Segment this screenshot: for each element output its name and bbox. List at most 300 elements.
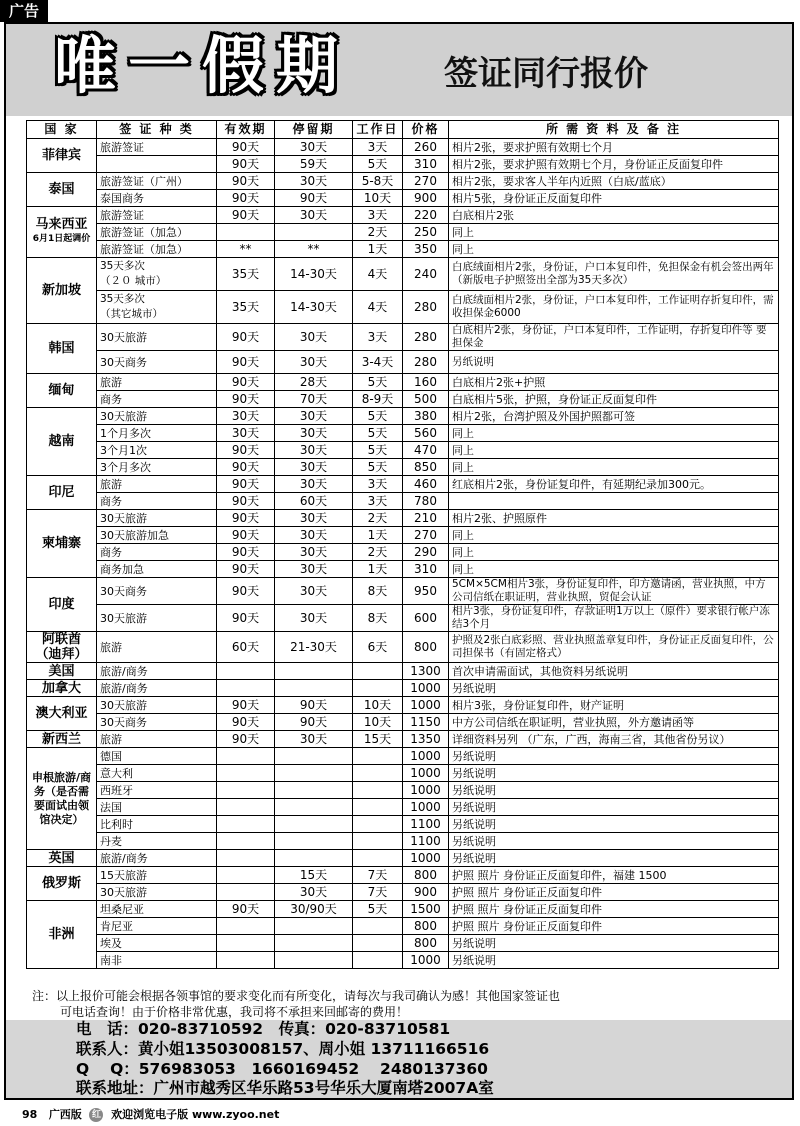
visa-type-cell: 旅游签证（加急） [97, 224, 217, 241]
country-name: 越南 [48, 434, 75, 449]
validity-cell: 90天 [217, 351, 275, 374]
price-cell: 380 [403, 408, 449, 425]
country-cell [27, 663, 97, 680]
validity-cell: 35天 [217, 258, 275, 291]
country-cell [27, 632, 97, 663]
note-cell [449, 493, 779, 510]
visa-type-cell: 坦桑尼亚 [97, 901, 217, 918]
visa-type-cell: 旅游 [97, 374, 217, 391]
visa-type-cell: 南非 [97, 952, 217, 969]
price-cell: 280 [403, 351, 449, 374]
validity-cell: 90天 [217, 901, 275, 918]
validity-cell: 90天 [217, 605, 275, 632]
note-cell: 相片2张，要求客人半年内近照（白底/蓝底） [449, 173, 779, 190]
note-cell: 白底相片5张，护照，身份证正反面复印件 [449, 391, 779, 408]
visa-type-cell [97, 156, 217, 173]
table-row [27, 224, 779, 241]
visa-type-cell: 商务加急 [97, 561, 217, 578]
visa-type-cell: 商务 [97, 493, 217, 510]
table-row [27, 459, 779, 476]
workdays-cell [353, 935, 403, 952]
table-row [27, 493, 779, 510]
table-row [27, 952, 779, 969]
workdays-cell [353, 663, 403, 680]
contact-box [6, 1020, 792, 1098]
stay-cell [275, 799, 353, 816]
stay-cell [275, 663, 353, 680]
country-cell [27, 731, 97, 748]
note-cell: 相片5张，身份证正反面复印件 [449, 190, 779, 207]
price-cell: 1000 [403, 748, 449, 765]
price-cell: 1000 [403, 782, 449, 799]
footnote-line-2: 可电话查询！由于价格非常优惠，我司将不承担来回邮寄的费用！ [60, 1005, 409, 1019]
country-note: 6月1日起调价 [32, 234, 91, 244]
validity-cell [217, 884, 275, 901]
workdays-cell: 5天 [353, 374, 403, 391]
stay-cell: 14-30天 [275, 258, 353, 291]
table-row [27, 605, 779, 632]
price-cell: 1300 [403, 663, 449, 680]
price-cell: 280 [403, 324, 449, 351]
stay-cell: 30天 [275, 139, 353, 156]
visa-type-cell: 泰国商务 [97, 190, 217, 207]
price-cell: 250 [403, 224, 449, 241]
column-header: 所 需 资 料 及 备 注 [449, 121, 779, 139]
stay-cell: 30天 [275, 476, 353, 493]
stay-cell: 70天 [275, 391, 353, 408]
validity-cell [217, 952, 275, 969]
table-row [27, 799, 779, 816]
table-row [27, 476, 779, 493]
table-row [27, 901, 779, 918]
country-name: 美国 [48, 663, 75, 679]
validity-cell: 90天 [217, 476, 275, 493]
workdays-cell [353, 799, 403, 816]
stay-cell: 30/90天 [275, 901, 353, 918]
visa-type-cell: 西班牙 [97, 782, 217, 799]
validity-cell: 90天 [217, 207, 275, 224]
stay-cell [275, 224, 353, 241]
price-cell: 800 [403, 935, 449, 952]
workdays-cell: 8天 [353, 578, 403, 605]
stay-cell: 30天 [275, 173, 353, 190]
price-cell: 1000 [403, 952, 449, 969]
visa-type-cell: 旅游 [97, 731, 217, 748]
workdays-cell [353, 918, 403, 935]
country-cell [27, 697, 97, 731]
note-cell: 白底绒面相片2张，身份证，户口本复印件，工作证明存折复印件，需收担保金6000 [449, 291, 779, 324]
validity-cell [217, 833, 275, 850]
note-cell: 另纸说明 [449, 765, 779, 782]
stay-cell: 21-30天 [275, 632, 353, 663]
table-row [27, 765, 779, 782]
table-header-row [27, 121, 779, 139]
visa-type-cell: 埃及 [97, 935, 217, 952]
price-cell: 260 [403, 139, 449, 156]
price-cell: 560 [403, 425, 449, 442]
validity-cell [217, 918, 275, 935]
country-cell [27, 510, 97, 578]
visa-type-cell: 30天旅游加急 [97, 527, 217, 544]
column-header: 停留期 [275, 121, 353, 139]
country-cell [27, 324, 97, 374]
note-cell: 白底绒面相片2张，身份证，户口本复印件，免担保金有机会签出两年（新版电子护照签出全部为35天多次） [449, 258, 779, 291]
table-row [27, 680, 779, 697]
table-body [27, 139, 779, 969]
visa-type-cell: 肯尼亚 [97, 918, 217, 935]
visa-type-cell: 旅游/商务 [97, 663, 217, 680]
workdays-cell: 5天 [353, 442, 403, 459]
visa-type-cell: 15天旅游 [97, 867, 217, 884]
price-cell: 460 [403, 476, 449, 493]
note-cell: 同上 [449, 459, 779, 476]
validity-cell: 60天 [217, 632, 275, 663]
stay-cell [275, 748, 353, 765]
workdays-cell: 10天 [353, 714, 403, 731]
stay-cell: 15天 [275, 867, 353, 884]
price-cell: 280 [403, 291, 449, 324]
note-cell: 另纸说明 [449, 351, 779, 374]
price-cell: 1000 [403, 765, 449, 782]
price-cell: 600 [403, 605, 449, 632]
contact-phone: 电 话：020-83710592 传真：020-83710581 [76, 1020, 451, 1038]
country-name: 柬埔寨 [41, 536, 81, 551]
visa-type-cell: 旅游签证 [97, 207, 217, 224]
price-cell: 900 [403, 190, 449, 207]
country-name: 英国 [48, 850, 75, 866]
table-row [27, 816, 779, 833]
price-cell: 800 [403, 918, 449, 935]
validity-cell [217, 680, 275, 697]
workdays-cell: 8-9天 [353, 391, 403, 408]
contact-address: 联系地址：广州市越秀区华乐路53号华乐大厦南塔2007A室 [76, 1079, 494, 1097]
note-cell: 详细资料另列 （广东，广西，海南三省，其他省份另议） [449, 731, 779, 748]
price-cell: 1100 [403, 816, 449, 833]
validity-cell: 90天 [217, 544, 275, 561]
magazine-logo: 红 [89, 1108, 103, 1122]
validity-cell [217, 765, 275, 782]
country-name: 加拿大 [41, 680, 81, 696]
column-header: 签 证 种 类 [97, 121, 217, 139]
workdays-cell: 1天 [353, 561, 403, 578]
table-row [27, 867, 779, 884]
country-name: 俄罗斯 [41, 876, 81, 891]
note-cell: 同上 [449, 241, 779, 258]
stay-cell [275, 833, 353, 850]
country-name: 申根旅游/商务（是否需要面试由领馆决定） [31, 770, 92, 826]
workdays-cell: 10天 [353, 190, 403, 207]
stay-cell: 90天 [275, 697, 353, 714]
note-cell: 5CM×5CM相片3张，身份证复印件，印方邀请函，营业执照，中方公司信纸在职证明，营业执照，贸促会认证 [449, 578, 779, 605]
workdays-cell: 5天 [353, 425, 403, 442]
table-row [27, 918, 779, 935]
stay-cell: 90天 [275, 190, 353, 207]
price-cell: 950 [403, 578, 449, 605]
visa-type-cell: 旅游签证 [97, 139, 217, 156]
workdays-cell: 7天 [353, 884, 403, 901]
visa-type-cell: 30天旅游 [97, 510, 217, 527]
country-name: 非洲 [48, 927, 75, 942]
validity-cell [217, 867, 275, 884]
table-row [27, 291, 779, 324]
note-cell: 相片3张，身份证复印件，存款证明1万以上（原件）要求银行帐户冻结3个月 [449, 605, 779, 632]
table-row [27, 527, 779, 544]
price-cell: 470 [403, 442, 449, 459]
validity-cell [217, 782, 275, 799]
stay-cell [275, 765, 353, 782]
price-cell: 900 [403, 884, 449, 901]
footnote [32, 988, 772, 1020]
validity-cell: 30天 [217, 408, 275, 425]
country-cell [27, 207, 97, 258]
price-cell: 350 [403, 241, 449, 258]
workdays-cell [353, 833, 403, 850]
note-cell: 护照 照片 身份证正反面复印件，福建 1500 [449, 867, 779, 884]
country-name: 菲律宾 [41, 148, 81, 163]
validity-cell: 90天 [217, 374, 275, 391]
workdays-cell: 10天 [353, 697, 403, 714]
visa-type-cell: 比利时 [97, 816, 217, 833]
note-cell: 另纸说明 [449, 816, 779, 833]
visa-type-cell: 30天旅游 [97, 697, 217, 714]
ad-tag: 广告 [0, 0, 48, 22]
stay-cell: 30天 [275, 544, 353, 561]
validity-cell: 90天 [217, 510, 275, 527]
table-row [27, 207, 779, 224]
page-number: 98 [22, 1108, 38, 1121]
visa-type-cell: 丹麦 [97, 833, 217, 850]
note-cell: 同上 [449, 561, 779, 578]
price-cell: 800 [403, 867, 449, 884]
workdays-cell: 5-8天 [353, 173, 403, 190]
note-cell: 护照 照片 身份证正反面复印件 [449, 901, 779, 918]
table-row [27, 748, 779, 765]
table-row [27, 884, 779, 901]
workdays-cell: 3天 [353, 476, 403, 493]
validity-cell: 90天 [217, 561, 275, 578]
country-name: 印尼 [48, 485, 75, 500]
stay-cell [275, 918, 353, 935]
workdays-cell: 5天 [353, 156, 403, 173]
country-name: 马来西亚 [35, 217, 88, 232]
validity-cell [217, 816, 275, 833]
table-row [27, 697, 779, 714]
note-cell: 另纸说明 [449, 850, 779, 867]
stay-cell: 30天 [275, 605, 353, 632]
validity-cell: 90天 [217, 578, 275, 605]
workdays-cell [353, 952, 403, 969]
validity-cell [217, 748, 275, 765]
price-cell: 270 [403, 173, 449, 190]
visa-type-cell: 30天旅游 [97, 324, 217, 351]
country-name: 阿联酋（迪拜） [35, 632, 88, 662]
note-cell: 另纸说明 [449, 680, 779, 697]
workdays-cell: 2天 [353, 510, 403, 527]
price-cell: 1000 [403, 799, 449, 816]
country-name: 新西兰 [41, 731, 81, 747]
table-row [27, 850, 779, 867]
note-cell: 红底相片2张，身份证复印件，有延期纪录加300元。 [449, 476, 779, 493]
validity-cell [217, 850, 275, 867]
country-cell [27, 680, 97, 697]
note-cell: 相片2张，台湾护照及外国护照都可签 [449, 408, 779, 425]
visa-type-cell: 3个月1次 [97, 442, 217, 459]
workdays-cell: 2天 [353, 224, 403, 241]
note-cell: 另纸说明 [449, 782, 779, 799]
validity-cell: 90天 [217, 714, 275, 731]
country-name: 澳大利亚 [35, 706, 88, 721]
stay-cell [275, 782, 353, 799]
workdays-cell: 15天 [353, 731, 403, 748]
stay-cell: 30天 [275, 207, 353, 224]
note-cell: 相片2张、护照原件 [449, 510, 779, 527]
note-cell: 护照及2张白底彩照、营业执照盖章复印件，身份证正反面复印件，公司担保书（有固定格式） [449, 632, 779, 663]
country-cell [27, 476, 97, 510]
footnote-line-1: 注：以上报价可能会根据各领事馆的要求变化而有所变化，请每次与我司确认为感！其他国家签证也 [32, 989, 561, 1003]
stay-cell [275, 850, 353, 867]
validity-cell: 90天 [217, 190, 275, 207]
workdays-cell: 2天 [353, 544, 403, 561]
table-row [27, 351, 779, 374]
country-cell [27, 408, 97, 476]
price-cell: 290 [403, 544, 449, 561]
table-row [27, 561, 779, 578]
note-cell: 同上 [449, 527, 779, 544]
edition-label: 广西版 [48, 1108, 82, 1121]
visa-price-table [26, 120, 779, 969]
workdays-cell: 7天 [353, 867, 403, 884]
price-cell: 270 [403, 527, 449, 544]
contact-qq: Q Q：576983053 1660169452 2480137360 [76, 1060, 488, 1078]
price-cell: 160 [403, 374, 449, 391]
validity-cell: 90天 [217, 493, 275, 510]
stay-cell: 30天 [275, 527, 353, 544]
note-cell: 白底相片2张+护照 [449, 374, 779, 391]
stay-cell: 28天 [275, 374, 353, 391]
visa-type-cell: 旅游/商务 [97, 680, 217, 697]
footer-tagline: 欢迎浏览电子版 www.zyoo.net [111, 1108, 280, 1121]
country-name: 印度 [48, 597, 75, 612]
stay-cell: ** [275, 241, 353, 258]
visa-type-cell: 旅游签证（加急） [97, 241, 217, 258]
workdays-cell: 5天 [353, 408, 403, 425]
workdays-cell [353, 782, 403, 799]
note-cell: 护照 照片 身份证正反面复印件 [449, 918, 779, 935]
note-cell: 护照 照片 身份证正反面复印件 [449, 884, 779, 901]
table-row [27, 425, 779, 442]
stay-cell: 90天 [275, 714, 353, 731]
stay-cell: 30天 [275, 459, 353, 476]
country-cell [27, 850, 97, 867]
validity-cell: 90天 [217, 139, 275, 156]
note-cell: 首次申请需面试，其他资料另纸说明 [449, 663, 779, 680]
visa-type-cell: 30天旅游 [97, 605, 217, 632]
country-cell [27, 901, 97, 969]
validity-cell: 90天 [217, 173, 275, 190]
price-cell: 1100 [403, 833, 449, 850]
stay-cell [275, 935, 353, 952]
workdays-cell: 4天 [353, 291, 403, 324]
stay-cell: 30天 [275, 408, 353, 425]
country-cell [27, 139, 97, 173]
note-cell: 同上 [449, 224, 779, 241]
validity-cell: 90天 [217, 697, 275, 714]
workdays-cell [353, 680, 403, 697]
visa-type-cell: 旅游 [97, 476, 217, 493]
price-cell: 500 [403, 391, 449, 408]
validity-cell: 90天 [217, 391, 275, 408]
table-row [27, 408, 779, 425]
note-cell: 另纸说明 [449, 833, 779, 850]
price-cell: 1000 [403, 697, 449, 714]
visa-type-cell: 35天多次 （其它城市） [97, 291, 217, 324]
workdays-cell [353, 850, 403, 867]
stay-cell: 30天 [275, 510, 353, 527]
price-cell: 780 [403, 493, 449, 510]
validity-cell [217, 935, 275, 952]
workdays-cell [353, 748, 403, 765]
visa-type-cell: 30天商务 [97, 714, 217, 731]
table-row [27, 833, 779, 850]
workdays-cell [353, 816, 403, 833]
column-header: 有效期 [217, 121, 275, 139]
country-cell [27, 867, 97, 901]
stay-cell: 30天 [275, 442, 353, 459]
country-name: 泰国 [48, 182, 75, 197]
workdays-cell: 3天 [353, 207, 403, 224]
country-cell [27, 173, 97, 207]
visa-type-cell: 30天商务 [97, 578, 217, 605]
stay-cell: 30天 [275, 425, 353, 442]
validity-cell: 90天 [217, 527, 275, 544]
visa-type-cell: 3个月多次 [97, 459, 217, 476]
note-cell: 同上 [449, 544, 779, 561]
visa-type-cell: 30天旅游 [97, 884, 217, 901]
workdays-cell: 3天 [353, 324, 403, 351]
validity-cell: 90天 [217, 324, 275, 351]
visa-type-cell: 商务 [97, 391, 217, 408]
visa-type-cell: 旅游签证（广州） [97, 173, 217, 190]
workdays-cell: 1天 [353, 241, 403, 258]
table-row [27, 374, 779, 391]
table-row [27, 935, 779, 952]
table-row [27, 241, 779, 258]
note-cell: 另纸说明 [449, 952, 779, 969]
price-cell: 1350 [403, 731, 449, 748]
stay-cell: 60天 [275, 493, 353, 510]
visa-type-cell: 1个月多次 [97, 425, 217, 442]
workdays-cell: 5天 [353, 459, 403, 476]
country-name: 缅甸 [48, 383, 75, 398]
note-cell: 白底相片2张 [449, 207, 779, 224]
validity-cell: 90天 [217, 459, 275, 476]
validity-cell: 90天 [217, 442, 275, 459]
price-cell: 210 [403, 510, 449, 527]
stay-cell [275, 952, 353, 969]
page-footer [22, 1108, 279, 1122]
column-header: 工作日 [353, 121, 403, 139]
stay-cell: 30天 [275, 731, 353, 748]
table-row [27, 391, 779, 408]
note-cell: 相片3张，身份证复印件，财产证明 [449, 697, 779, 714]
workdays-cell: 3-4天 [353, 351, 403, 374]
table-row [27, 731, 779, 748]
workdays-cell: 1天 [353, 527, 403, 544]
stay-cell: 59天 [275, 156, 353, 173]
table-row [27, 632, 779, 663]
visa-type-cell: 35天多次 （２０ 城市） [97, 258, 217, 291]
note-cell: 白底相片2张，身份证，户口本复印件，工作证明，存折复印件等 要担保金 [449, 324, 779, 351]
